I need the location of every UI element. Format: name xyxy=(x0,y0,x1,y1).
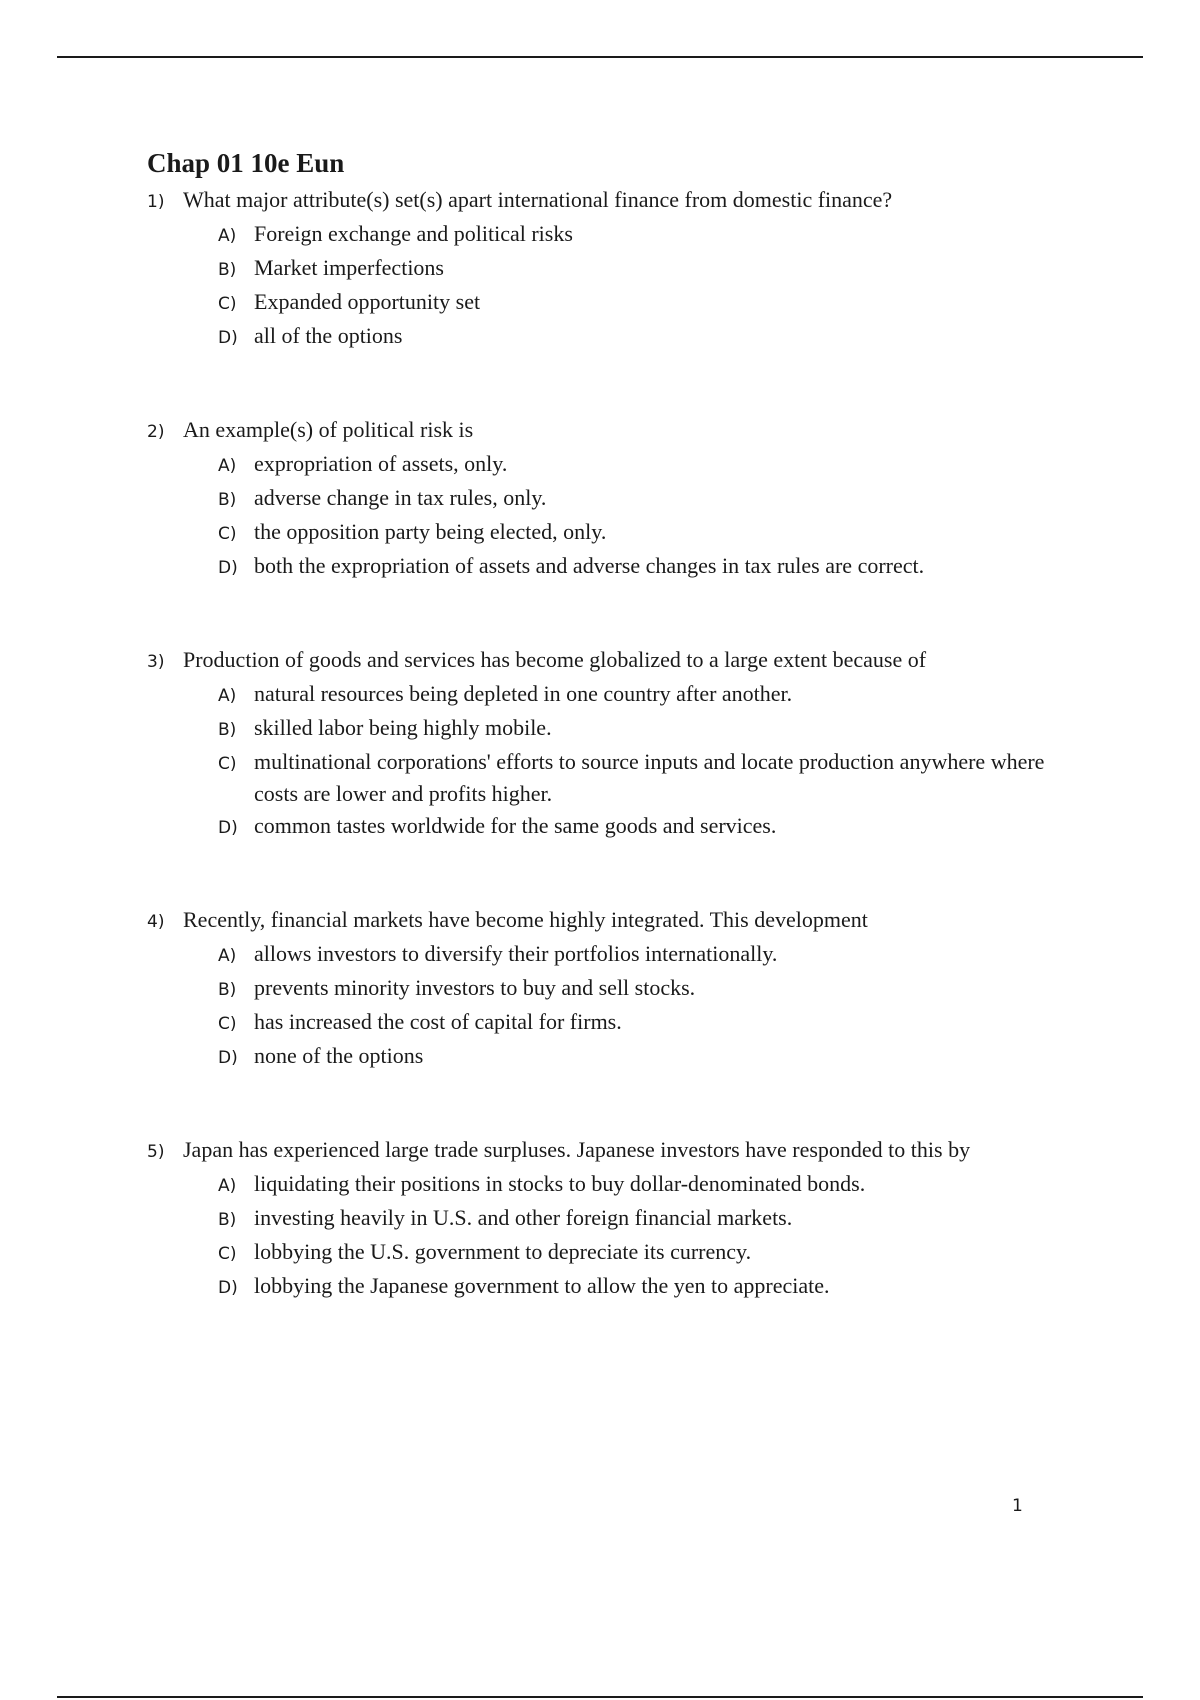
question-3 xyxy=(147,644,1087,844)
answer-options xyxy=(147,448,1087,584)
option-text: skilled labor being highly mobile. xyxy=(254,715,552,740)
option-text: Market imperfections xyxy=(254,255,444,280)
question-number: 1) xyxy=(147,192,165,212)
answer-option xyxy=(218,810,1087,844)
question-number: 3) xyxy=(147,652,165,672)
option-text: lobbying the U.S. government to depreciate its currency. xyxy=(254,1239,752,1264)
option-text: Expanded opportunity set xyxy=(254,289,481,314)
question-number: 4) xyxy=(147,912,165,932)
page-number: 1 xyxy=(1012,1496,1023,1516)
answer-options xyxy=(147,938,1087,1074)
answer-option xyxy=(218,1168,1087,1202)
answer-option xyxy=(218,218,1087,252)
answer-option xyxy=(218,516,1087,550)
answer-option xyxy=(218,1006,1087,1040)
answer-option xyxy=(218,286,1087,320)
option-text: investing heavily in U.S. and other foreign financial markets. xyxy=(254,1205,793,1230)
answer-option xyxy=(218,252,1087,286)
question-text: Production of goods and services has become globalized to a large extent because of xyxy=(183,647,927,672)
option-letter: C) xyxy=(218,754,237,774)
option-letter: D) xyxy=(218,1048,238,1068)
option-text: both the expropriation of assets and adverse changes in tax rules are correct. xyxy=(254,553,925,578)
option-text: all of the options xyxy=(254,323,403,348)
option-letter: C) xyxy=(218,1244,237,1264)
answer-option xyxy=(218,448,1087,482)
option-letter: B) xyxy=(218,260,237,280)
option-letter: D) xyxy=(218,818,238,838)
option-text: expropriation of assets, only. xyxy=(254,451,508,476)
option-letter: D) xyxy=(218,558,238,578)
answer-option xyxy=(218,712,1087,746)
option-text: natural resources being depleted in one country after another. xyxy=(254,681,793,706)
document-title: Chap 01 10e Eun xyxy=(147,148,345,178)
answer-options xyxy=(147,1168,1087,1304)
question-text: Japan has experienced large trade surpluses. Japanese investors have responded to this by xyxy=(183,1137,971,1162)
answer-option xyxy=(218,1236,1087,1270)
answer-option xyxy=(218,746,1087,810)
option-letter: C) xyxy=(218,524,237,544)
answer-option xyxy=(218,1202,1087,1236)
answer-option xyxy=(218,972,1087,1006)
option-text: the opposition party being elected, only. xyxy=(254,519,607,544)
option-text: has increased the cost of capital for firms. xyxy=(254,1009,622,1034)
option-text: liquidating their positions in stocks to buy dollar-denominated bonds. xyxy=(254,1171,866,1196)
answer-option xyxy=(218,320,1087,354)
option-letter: C) xyxy=(218,294,237,314)
option-text: lobbying the Japanese government to allow the yen to appreciate. xyxy=(254,1273,830,1298)
question-number: 2) xyxy=(147,422,165,442)
option-letter: B) xyxy=(218,490,237,510)
question-2 xyxy=(147,414,1087,584)
option-letter: B) xyxy=(218,720,237,740)
option-letter: A) xyxy=(218,226,237,246)
option-text: adverse change in tax rules, only. xyxy=(254,485,547,510)
answer-options xyxy=(147,218,1087,354)
question-text: Recently, financial markets have become highly integrated. This development xyxy=(183,907,868,932)
option-letter: D) xyxy=(218,1278,238,1298)
option-letter: A) xyxy=(218,686,237,706)
question-text: An example(s) of political risk is xyxy=(183,417,474,442)
option-letter: B) xyxy=(218,980,237,1000)
answer-options xyxy=(147,678,1087,844)
question-1 xyxy=(147,184,1087,354)
question-5 xyxy=(147,1134,1087,1304)
answer-option xyxy=(218,1040,1087,1074)
top-rule xyxy=(57,56,1143,58)
option-text: Foreign exchange and political risks xyxy=(254,221,573,246)
option-text: none of the options xyxy=(254,1043,424,1068)
answer-option xyxy=(218,938,1087,972)
question-4 xyxy=(147,904,1087,1074)
question-text: What major attribute(s) set(s) apart international finance from domestic finance? xyxy=(183,187,893,212)
option-letter: A) xyxy=(218,946,237,966)
answer-option xyxy=(218,1270,1087,1304)
bottom-rule xyxy=(57,1696,1143,1698)
question-stem xyxy=(147,414,1087,448)
answer-option xyxy=(218,550,1087,584)
option-letter: A) xyxy=(218,1176,237,1196)
question-stem xyxy=(147,184,1087,218)
question-number: 5) xyxy=(147,1142,165,1162)
document-body xyxy=(147,146,1087,1304)
option-text: prevents minority investors to buy and sell stocks. xyxy=(254,975,696,1000)
answer-option xyxy=(218,482,1087,516)
option-letter: B) xyxy=(218,1210,237,1230)
question-stem xyxy=(147,904,1087,938)
answer-option xyxy=(218,678,1087,712)
option-letter: A) xyxy=(218,456,237,476)
question-stem xyxy=(147,644,1087,678)
option-text: allows investors to diversify their portfolios internationally. xyxy=(254,941,778,966)
option-letter: D) xyxy=(218,328,238,348)
option-text: multinational corporations' efforts to source inputs and locate production anywhere where costs are lower and profits higher. xyxy=(254,749,1045,806)
option-letter: C) xyxy=(218,1014,237,1034)
option-text: common tastes worldwide for the same goods and services. xyxy=(254,813,777,838)
question-stem xyxy=(147,1134,1087,1168)
